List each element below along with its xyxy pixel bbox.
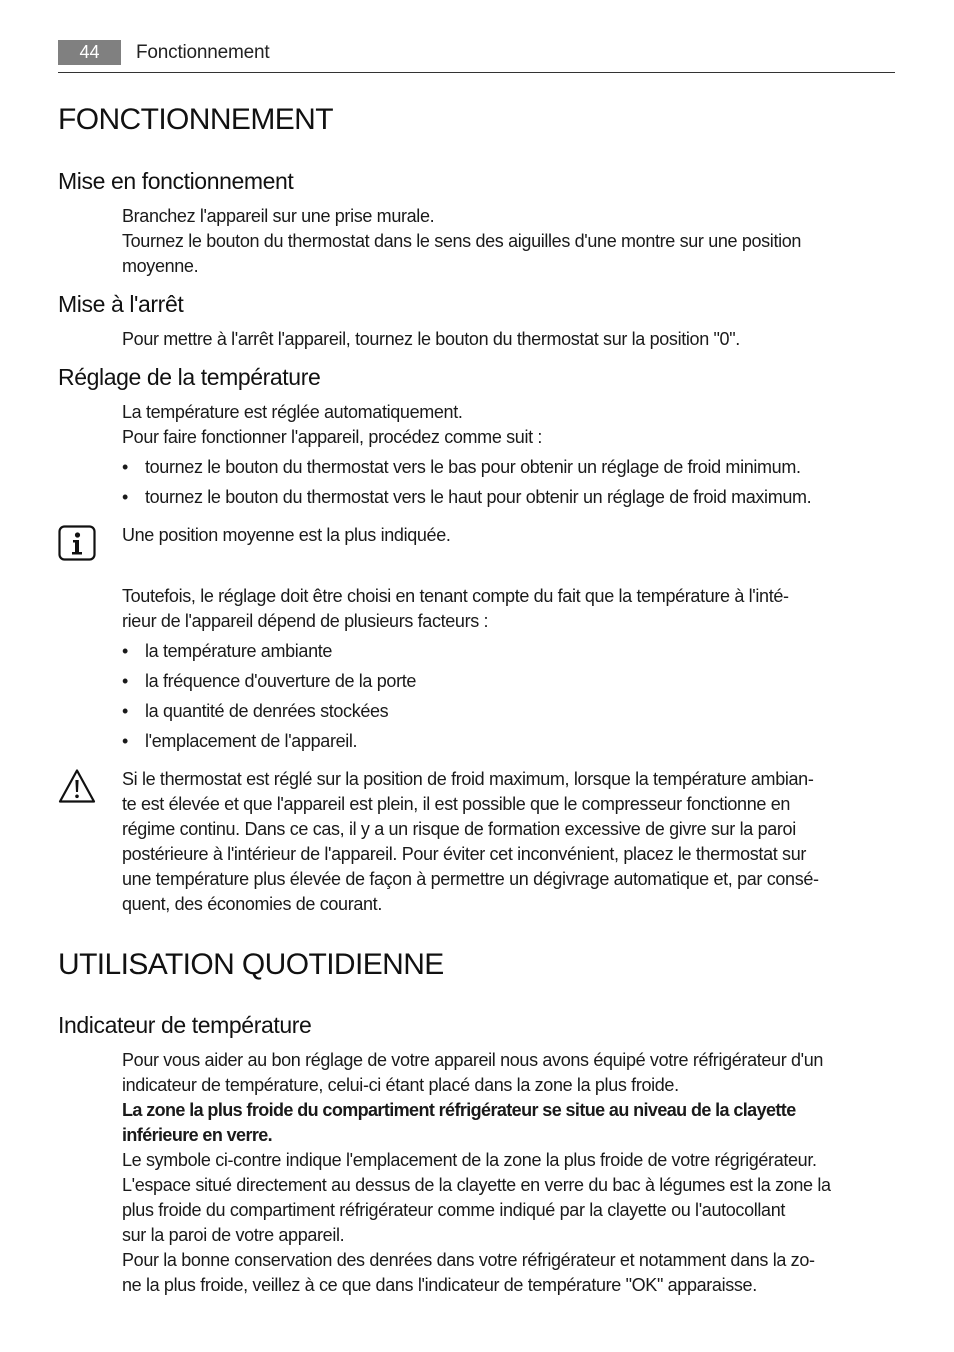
- paragraph-line: Branchez l'appareil sur une prise murale.: [122, 206, 435, 226]
- warning-line: postérieure à l'intérieur de l'appareil. Pour éviter cet inconvénient, placez le thermostat sur: [122, 844, 806, 864]
- subsection-title-mise-a-larret: Mise à l'arrêt: [58, 291, 184, 317]
- paragraph-line: Pour faire fonctionner l'appareil, procédez comme suit :: [122, 427, 543, 447]
- page-header: [58, 40, 895, 73]
- warning-line: Si le thermostat est réglé sur la position de froid maximum, lorsque la température ambian-: [122, 769, 814, 789]
- paragraph-line: Tournez le bouton du thermostat dans le sens des aiguilles d'une montre sur une position: [122, 231, 802, 251]
- paragraph-line: indicateur de température, celui-ci étant placé dans la zone la plus froide.: [122, 1075, 679, 1095]
- bold-line: La zone la plus froide du compartiment réfrigérateur se situe au niveau de la clayette: [122, 1100, 796, 1120]
- bullet-dot: •: [122, 731, 128, 751]
- running-title: Fonctionnement: [136, 42, 270, 63]
- paragraph-line: Le symbole ci-contre indique l'emplacement de la zone la plus froide de votre régrigérateur.: [122, 1150, 817, 1170]
- bold-line: inférieure en verre.: [122, 1125, 273, 1145]
- warning-line: quent, des économies de courant.: [122, 894, 382, 914]
- warning-line: te est élevée et que l'appareil est plein, il est possible que le compresseur fonctionne en: [122, 794, 791, 814]
- paragraph-line: plus froide du compartiment réfrigérateur comme indiqué par la clayette ou l'autocollant: [122, 1200, 786, 1220]
- paragraph-line: L'espace situé directement au dessus de la clayette en verre du bac à légumes est la zone la: [122, 1175, 831, 1195]
- info-icon: [58, 525, 96, 566]
- warning-line: régime continu. Dans ce cas, il y a un risque de formation excessive de givre sur la paroi: [122, 819, 796, 839]
- info-note: Une position moyenne est la plus indiquée.: [122, 525, 451, 545]
- paragraph-line: sur la paroi de votre appareil.: [122, 1225, 345, 1245]
- paragraph-line: Pour vous aider au bon réglage de votre appareil nous avons équipé votre réfrigérateur d'un: [122, 1050, 824, 1070]
- bullet-dot: •: [122, 701, 128, 721]
- bullet-dot: •: [122, 487, 128, 507]
- bullet-dot: •: [122, 457, 128, 477]
- bullet-dot: •: [122, 641, 128, 661]
- warning-icon: [58, 768, 96, 809]
- paragraph-line: ne la plus froide, veillez à ce que dans l'indicateur de température "OK" apparaisse.: [122, 1275, 757, 1295]
- warning-line: une température plus élevée de façon à permettre un dégivrage automatique et, par consé-: [122, 869, 819, 889]
- paragraph-line: moyenne.: [122, 256, 199, 276]
- paragraph-line: rieur de l'appareil dépend de plusieurs facteurs :: [122, 611, 489, 631]
- page-number: 44: [58, 40, 121, 65]
- section-title-utilisation-quotidienne: UTILISATION QUOTIDIENNE: [58, 948, 444, 981]
- bullet-dot: •: [122, 671, 128, 691]
- subsection-title-reglage: Réglage de la température: [58, 364, 321, 390]
- paragraph-line: La température est réglée automatiquement.: [122, 402, 463, 422]
- subsection-title-indicateur: Indicateur de température: [58, 1012, 312, 1038]
- subsection-title-mise-en-fonctionnement: Mise en fonctionnement: [58, 168, 294, 194]
- paragraph-line: Pour la bonne conservation des denrées dans votre réfrigérateur et notamment dans la zo-: [122, 1250, 815, 1270]
- section-title-fonctionnement: FONCTIONNEMENT: [58, 103, 333, 136]
- paragraph-line: Pour mettre à l'arrêt l'appareil, tournez le bouton du thermostat sur la position "0".: [122, 329, 740, 349]
- paragraph-line: Toutefois, le réglage doit être choisi en tenant compte du fait que la température à l'inté-: [122, 586, 789, 606]
